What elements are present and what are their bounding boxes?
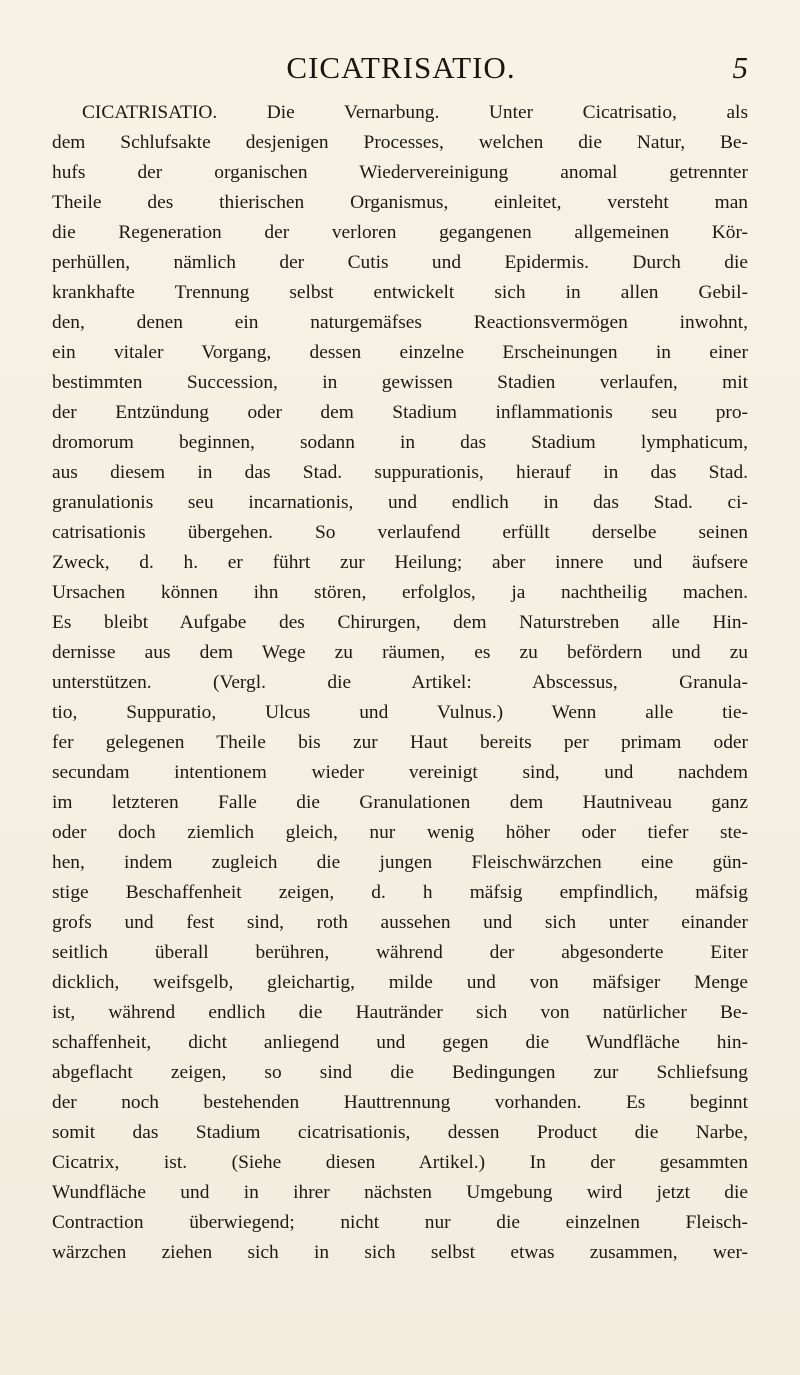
text-line: unterstützen. (Vergl. die Artikel: Abscessus, Granula- <box>52 672 748 693</box>
text-line: fer gelegenen Theile bis zur Haut bereits per primam oder <box>52 732 748 753</box>
text-line: Theile des thierischen Organismus, einleitet, versteht man <box>52 192 748 213</box>
text-line: krankhafte Trennung selbst entwickelt sich in allen Gebil- <box>52 282 748 303</box>
text-line: im letzteren Falle die Granulationen dem Hautniveau ganz <box>52 792 748 813</box>
text-line: Contraction überwiegend; nicht nur die einzelnen Fleisch- <box>52 1212 748 1233</box>
text-line: Zweck, d. h. er führt zur Heilung; aber innere und äufsere <box>52 552 748 573</box>
text-line: dromorum beginnen, sodann in das Stadium lymphaticum, <box>52 432 748 453</box>
text-line: stige Beschaffenheit zeigen, d. h mäfsig empfindlich, mäfsig <box>52 882 748 903</box>
text-line: Wundfläche und in ihrer nächsten Umgebung wird jetzt die <box>52 1182 748 1203</box>
text-line: grofs und fest sind, roth aussehen und sich unter einander <box>52 912 748 933</box>
text-line: dem Schlufsakte desjenigen Processes, welchen die Natur, Be- <box>52 132 748 153</box>
text-line: aus diesem in das Stad. suppurationis, hierauf in das Stad. <box>52 462 748 483</box>
text-line: perhüllen, nämlich der Cutis und Epidermis. Durch die <box>52 252 748 273</box>
text-line: CICATRISATIO. Die Vernarbung. Unter Cicatrisatio, als <box>82 102 748 123</box>
text-line: tio, Suppuratio, Ulcus und Vulnus.) Wenn alle tie- <box>52 702 748 723</box>
text-line: abgeflacht zeigen, so sind die Bedingungen zur Schliefsung <box>52 1062 748 1083</box>
running-head <box>54 50 748 90</box>
text-line: Es bleibt Aufgabe des Chirurgen, dem Naturstreben alle Hin- <box>52 612 748 633</box>
text-line: bestimmten Succession, in gewissen Stadien verlaufen, mit <box>52 372 748 393</box>
text-line: seitlich überall berühren, während der abgesonderte Eiter <box>52 942 748 963</box>
text-line: dernisse aus dem Wege zu räumen, es zu befördern und zu <box>52 642 748 663</box>
text-line: die Regeneration der verloren gegangenen allgemeinen Kör- <box>52 222 748 243</box>
page-number: 5 <box>732 50 748 85</box>
text-line: secundam intentionem wieder vereinigt sind, und nachdem <box>52 762 748 783</box>
text-line: oder doch ziemlich gleich, nur wenig höher oder tiefer ste- <box>52 822 748 843</box>
text-line: hen, indem zugleich die jungen Fleischwärzchen eine gün- <box>52 852 748 873</box>
text-line: dicklich, weifsgelb, gleichartig, milde und von mäfsiger Menge <box>52 972 748 993</box>
text-line: wärzchen ziehen sich in sich selbst etwas zusammen, wer- <box>52 1242 748 1263</box>
text-line: schaffenheit, dicht anliegend und gegen die Wundfläche hin- <box>52 1032 748 1053</box>
text-line: der Entzündung oder dem Stadium inflammationis seu pro- <box>52 402 748 423</box>
text-line: Cicatrix, ist. (Siehe diesen Artikel.) In der gesammten <box>52 1152 748 1173</box>
text-line: granulationis seu incarnationis, und endlich in das Stad. ci- <box>52 492 748 513</box>
text-line: ist, während endlich die Hautränder sich von natürlicher Be- <box>52 1002 748 1023</box>
text-line: hufs der organischen Wiedervereinigung anomal getrennter <box>52 162 748 183</box>
text-line: ein vitaler Vorgang, dessen einzelne Erscheinungen in einer <box>52 342 748 363</box>
text-line: Ursachen können ihn stören, erfolglos, ja nachtheilig machen. <box>52 582 748 603</box>
text-line: den, denen ein naturgemäfses Reactionsvermögen inwohnt, <box>52 312 748 333</box>
running-title: CICATRISATIO. <box>286 50 516 85</box>
text-line: catrisationis übergehen. So verlaufend erfüllt derselbe seinen <box>52 522 748 543</box>
text-line: der noch bestehenden Hauttrennung vorhanden. Es beginnt <box>52 1092 748 1113</box>
text-line: somit das Stadium cicatrisationis, dessen Product die Narbe, <box>52 1122 748 1143</box>
body-text <box>52 98 748 1268</box>
